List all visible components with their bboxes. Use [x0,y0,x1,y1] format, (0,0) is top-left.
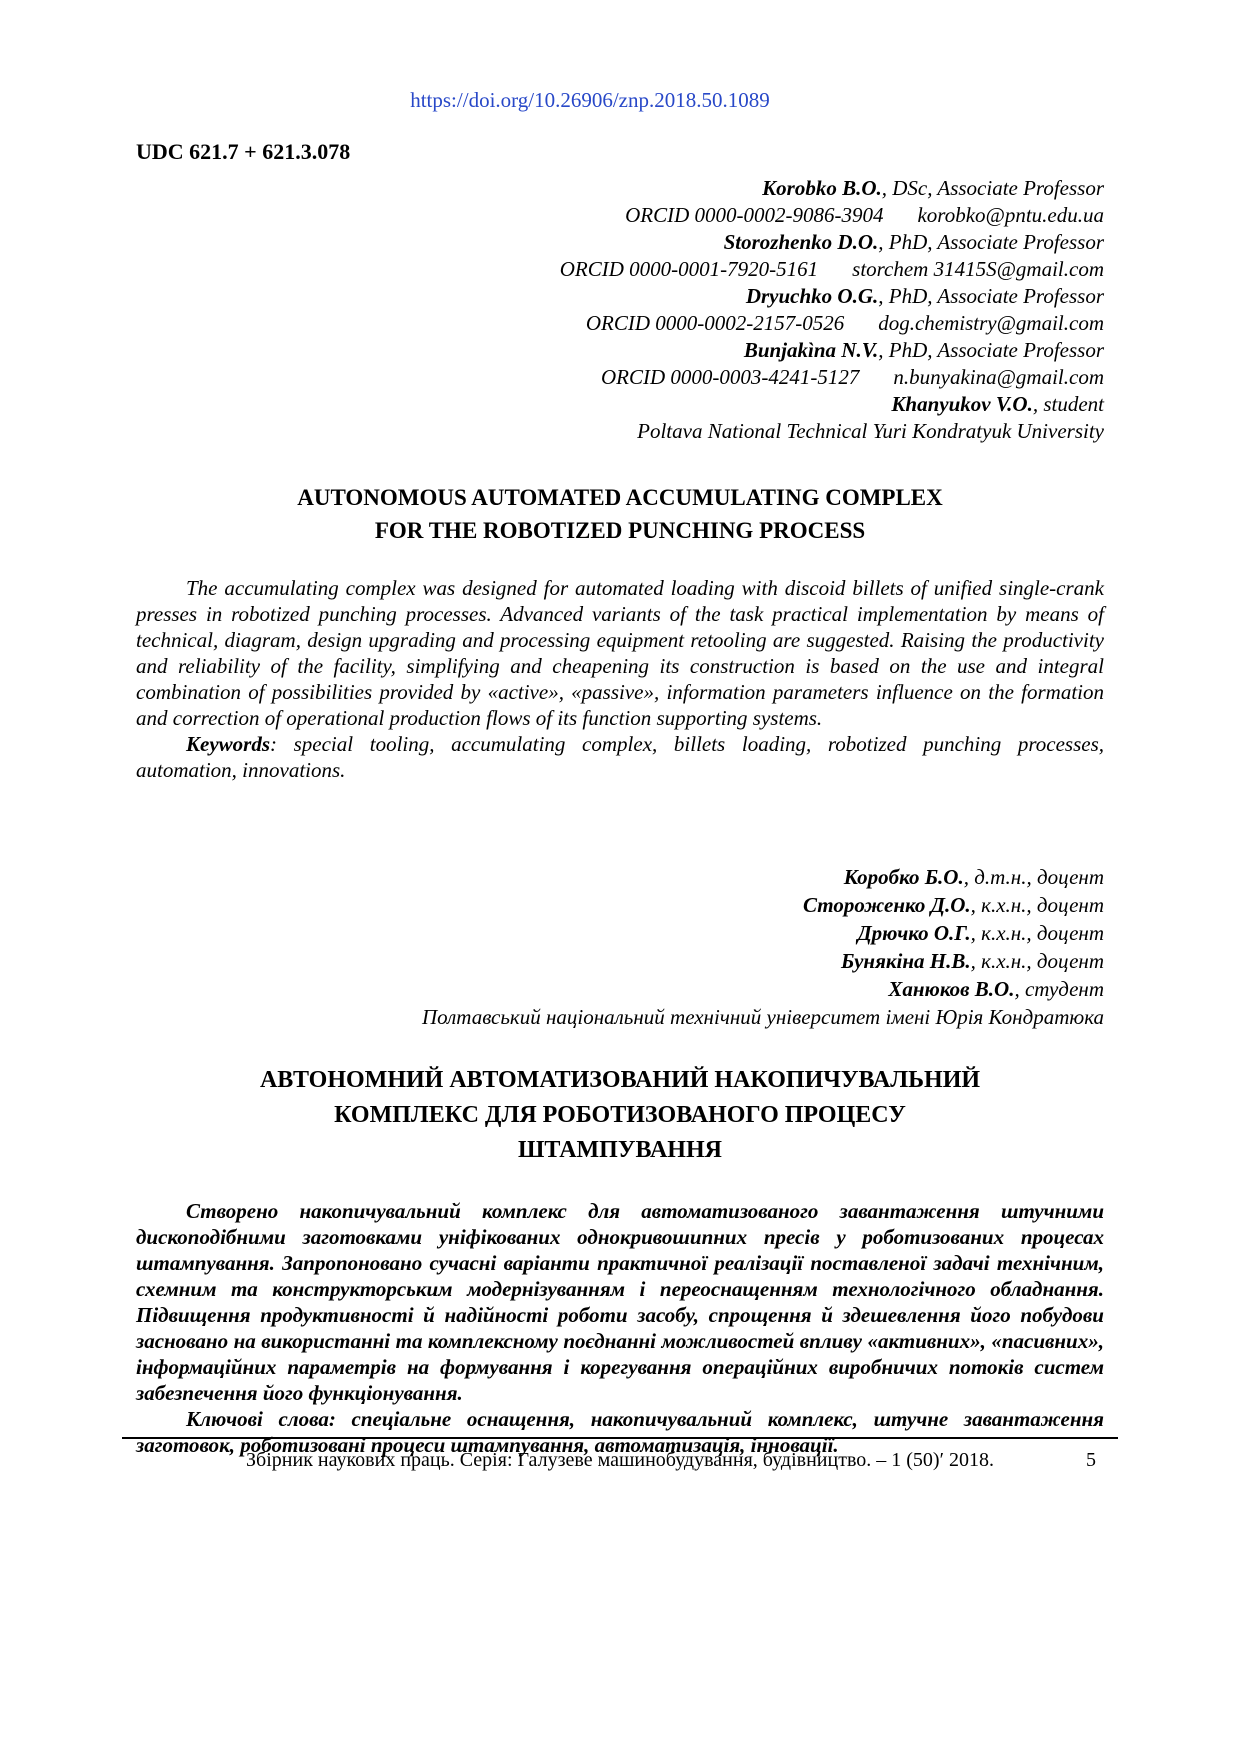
author-name: Дрючко О.Г. [857,921,971,945]
title-en-line1: AUTONOMOUS AUTOMATED ACCUMULATING COMPLEX [297,485,943,510]
author-name-line [136,975,1104,1003]
author-email: n.bunyakina@gmail.com [893,365,1104,389]
author-role: , д.т.н., доцент [963,865,1104,889]
keywords-en-label: Keywords [186,732,270,756]
title-uk [136,1063,1104,1168]
author-orcid-line [136,256,1104,283]
author-name-line [136,891,1104,919]
author-role: , к.х.н., доцент [970,949,1104,973]
author-name-line [136,863,1104,891]
author-orcid-line [136,310,1104,337]
keywords-en-text: : special tooling, accumulating complex, billets loading, robotized punching processes, automation, innovations. [136,732,1104,782]
author-name: Bunjakìna N.V. [743,338,879,362]
author-role: , student [1032,392,1104,416]
authors-uk-block [136,863,1104,1031]
footer [122,1437,1118,1472]
author-role: , PhD, Associate Professor [878,230,1104,254]
author-name: Ханюков В.О. [888,977,1015,1001]
author-role: , DSc, Associate Professor [881,176,1104,200]
affiliation-en: Poltava National Technical Yuri Kondratyuk University [637,419,1104,443]
author-orcid-line [136,202,1104,229]
author-name-line [136,947,1104,975]
author-role: , PhD, Associate Professor [878,284,1104,308]
author-name-line [136,337,1104,364]
author-email: korobko@pntu.edu.ua [917,203,1104,227]
title-en [136,481,1104,547]
keywords-uk-text: спеціальне оснащення, накопичувальний комплекс, штучне завантаження заготовок, роботизовані процеси штампування, автоматизація, інновації. [136,1407,1104,1457]
author-role: , студент [1014,977,1104,1001]
author-name-line [136,391,1104,418]
author-name: Бунякіна Н.В. [841,949,971,973]
abstract-uk: Створено накопичувальний комплекс для автоматизованого завантаження штучними дископодібними заготовками уніфікованих однокривошипних пресів у роботизованих процесах штампування. Запропоновано сучасні варіанти практичної реалізації поставленої задачі технічним, схемним та конструкторським модернізуванням і переоснащенням технологічного обладнання. Підвищення продуктивності й надійності роботи засобу, спрощення й здешевлення його побудови засновано на використанні та комплексному поєднанні можливостей впливу «активних», «пасивних», інформаційних параметрів на формування і корегування операційних виробничих потоків систем забезпечення його функціонування. [136,1199,1104,1405]
udc-code: UDC 621.7 + 621.3.078 [136,139,351,164]
title-uk-line2: КОМПЛЕКС ДЛЯ РОБОТИЗОВАНОГО ПРОЦЕСУ [334,1102,906,1128]
author-orcid: ORCID 0000-0002-9086-3904 [625,203,884,227]
author-orcid: ORCID 0000-0002-2157-0526 [585,311,845,335]
author-name: Khanyukov V.O. [891,392,1033,416]
author-name-line [136,283,1104,310]
doi-row [136,88,1044,113]
author-orcid: ORCID 0000-0003-4241-5127 [600,365,860,389]
author-role: , PhD, Associate Professor [878,338,1104,362]
title-uk-line3: ШТАМПУВАННЯ [518,1137,722,1163]
footer-journal-title: Збірник наукових праць. Серія: Галузеве машинобудування, будівництво. – 1 (50)′ 2018. [246,1449,994,1471]
title-uk-line1: АВТОНОМНИЙ АВТОМАТИЗОВАНИЙ НАКОПИЧУВАЛЬНИЙ [259,1067,981,1093]
keywords-en [136,731,1104,783]
doi-link[interactable]: https://doi.org/10.26906/znp.2018.50.1089 [410,88,770,112]
author-email: storchem 31415S@gmail.com [852,257,1104,281]
authors-en-block [136,175,1104,445]
author-name: Стороженко Д.О. [802,893,971,917]
author-name: Storozhenko D.O. [723,230,879,254]
author-role: , к.х.н., доцент [970,921,1104,945]
author-name-line [136,175,1104,202]
keywords-uk-label: Ключові слова: [186,1407,336,1431]
abstract-en: The accumulating complex was designed for automated loading with discoid billets of unified single-crank presses in robotized punching processes. Advanced variants of the task practical implementation by means of technical, diagram, design upgrading and processing equipment retooling are suggested. Raising the productivity and reliability of the facility, simplifying and cheapening its construction is based on the use and integral combination of possibilities provided by «active», «passive», information parameters influence on the formation and correction of operational production flows of its function supporting systems. [136,576,1104,730]
author-orcid: ORCID 0000-0001-7920-5161 [559,257,819,281]
author-role: , к.х.н., доцент [970,893,1104,917]
author-name-line [136,919,1104,947]
affiliation-uk: Полтавський національний технічний університет імені Юрія Кондратюка [421,1005,1104,1029]
title-en-line2: FOR THE ROBOTIZED PUNCHING PROCESS [374,518,866,543]
author-name-line [136,229,1104,256]
author-email: dog.chemistry@gmail.com [878,311,1104,335]
page-number: 5 [1086,1449,1096,1471]
author-name: Коробко Б.О. [843,865,964,889]
author-orcid-line [136,364,1104,391]
author-name: Dryuchko O.G. [745,284,879,308]
author-name: Korobko B.O. [762,176,882,200]
